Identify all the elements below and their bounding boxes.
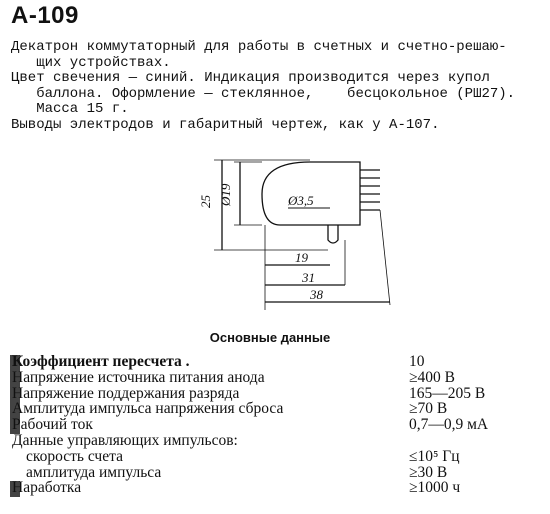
spec-label: Амплитуда импульса напряжения сброса <box>12 400 284 418</box>
spec-label: Рабочий ток <box>12 416 93 434</box>
spec-label: Данные управляющих импульсов: <box>12 431 238 449</box>
spec-value: ≥400 В <box>409 368 455 386</box>
section-title: Основные данные <box>209 330 331 345</box>
spec-value: 0,7—0,9 мА <box>409 416 489 434</box>
spec-value: ≥1000 ч <box>409 479 461 497</box>
spec-value: 10 <box>409 353 425 370</box>
specs-table <box>12 354 542 496</box>
spec-label: Напряжение источника питания анода <box>12 368 265 386</box>
spec-label: скорость счета <box>26 447 123 465</box>
dim-31-label: 31 <box>302 270 315 285</box>
dim-diameter-label: Ø19 <box>218 183 233 206</box>
description-line: щих устройствах. <box>11 54 171 71</box>
spec-value: ≤10⁵ Гц <box>409 447 460 465</box>
tube-tip <box>328 225 338 243</box>
dim-38-label: 38 <box>310 287 323 302</box>
dimension-drawing <box>200 150 410 315</box>
spec-row <box>12 354 542 370</box>
spec-value: ≥70 В <box>409 400 448 418</box>
spec-row <box>12 480 542 496</box>
description-line: Масса 15 г. <box>11 101 129 117</box>
spec-row <box>12 401 542 417</box>
description-line: Декатрон коммутаторный для работы в счетных и счетно-решаю- <box>11 39 507 55</box>
description <box>11 40 541 133</box>
spec-label: Наработка <box>12 479 82 497</box>
spec-row <box>12 433 542 449</box>
spec-row <box>12 370 542 386</box>
spec-row <box>12 449 542 465</box>
description-line: Выводы электродов и габаритный чертеж, как у А-107. <box>11 116 440 133</box>
dim-19-label: 19 <box>295 250 308 265</box>
spec-row <box>12 465 542 481</box>
description-line: Цвет свечения — синий. Индикация производится через купол <box>11 70 490 86</box>
dim-height-label: 25 <box>198 195 213 208</box>
spec-label: Коэффициент пересчета . <box>12 353 190 370</box>
spec-label: Напряжение поддержания разряда <box>12 384 240 402</box>
spec-label: амплитуда импульса <box>26 463 162 481</box>
dim-hole-label: Ø3,5 <box>288 193 314 208</box>
spec-value: 165—205 В <box>409 384 486 402</box>
spec-row <box>12 386 542 402</box>
page-title: А-109 <box>11 2 79 29</box>
description-line: баллона. Оформление — стеклянное, бесцокольное (РШ27). <box>11 85 516 102</box>
spec-row <box>12 417 542 433</box>
spec-value: ≥30 В <box>409 463 448 481</box>
